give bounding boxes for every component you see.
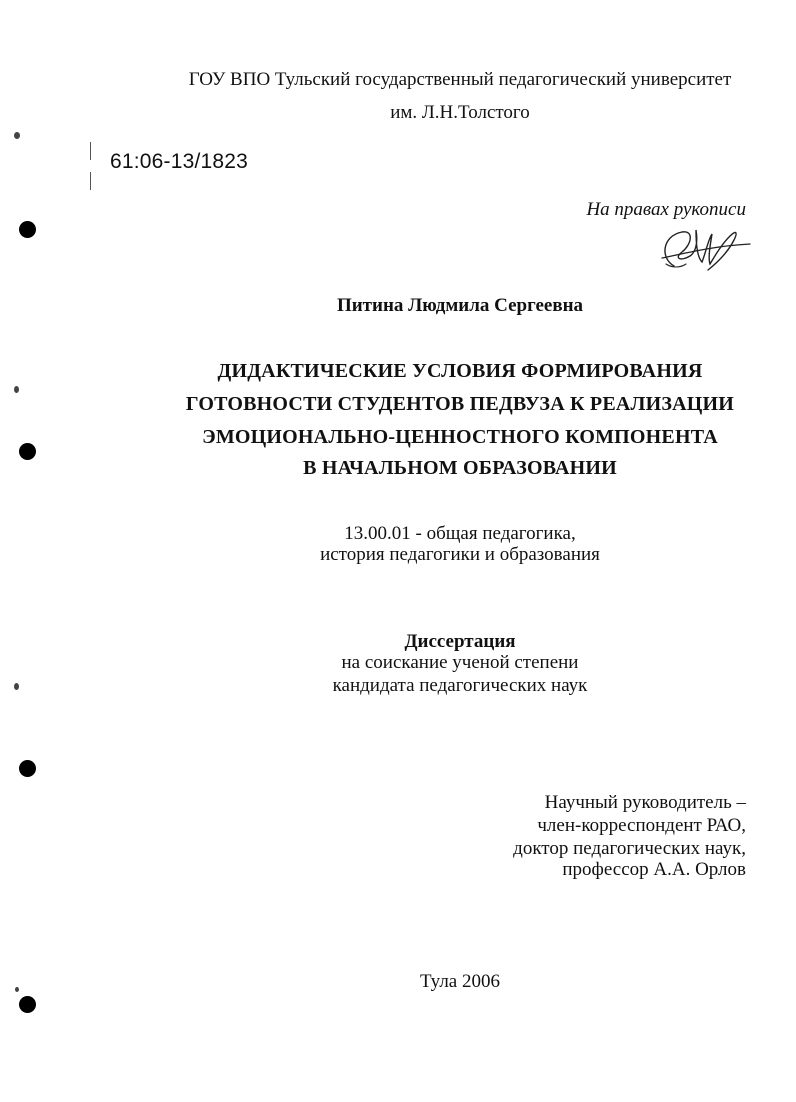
scan-speck <box>14 132 20 139</box>
dissertation-title-line: ДИДАКТИЧЕСКИЕ УСЛОВИЯ ФОРМИРОВАНИЯ <box>217 360 703 382</box>
supervisor-title: член-корреспондент РАО, <box>537 815 746 836</box>
stamp-border <box>90 142 91 160</box>
supervisor-role: Научный руководитель – <box>544 792 746 813</box>
scan-speck <box>14 683 19 690</box>
document-type-heading: Диссертация <box>404 631 516 652</box>
manuscript-rights-note: На правах рукописи <box>586 199 746 220</box>
specialty-name: история педагогики и образования <box>320 544 600 565</box>
archive-code: 61:06-13/1823 <box>110 150 249 173</box>
specialty-code: 13.00.01 - общая педагогика, <box>344 523 576 544</box>
punch-hole-icon <box>19 760 36 777</box>
scan-speck <box>15 987 19 992</box>
dissertation-title-line: ГОТОВНОСТИ СТУДЕНТОВ ПЕДВУЗА К РЕАЛИЗАЦИИ <box>185 393 735 415</box>
degree-name: кандидата педагогических наук <box>332 675 588 696</box>
degree-purpose: на соискание ученой степени <box>341 652 579 673</box>
supervisor-name: профессор А.А. Орлов <box>562 859 746 880</box>
punch-hole-icon <box>19 221 36 238</box>
dissertation-title-line: ЭМОЦИОНАЛЬНО-ЦЕННОСТНОГО КОМПОНЕНТА <box>202 426 718 448</box>
author-name: Питина Людмила Сергеевна <box>336 295 584 316</box>
signature-icon <box>652 218 752 276</box>
dissertation-title-line: В НАЧАЛЬНОМ ОБРАЗОВАНИИ <box>303 457 617 479</box>
punch-hole-icon <box>19 443 36 460</box>
stamp-border <box>90 172 91 190</box>
scan-speck <box>14 386 19 393</box>
institution-dedication: им. Л.Н.Толстого <box>390 102 530 123</box>
city-year: Тула 2006 <box>420 971 500 992</box>
supervisor-degree: доктор педагогических наук, <box>513 838 746 859</box>
punch-hole-icon <box>19 996 36 1013</box>
institution-name: ГОУ ВПО Тульский государственный педагогический университет <box>188 69 732 90</box>
